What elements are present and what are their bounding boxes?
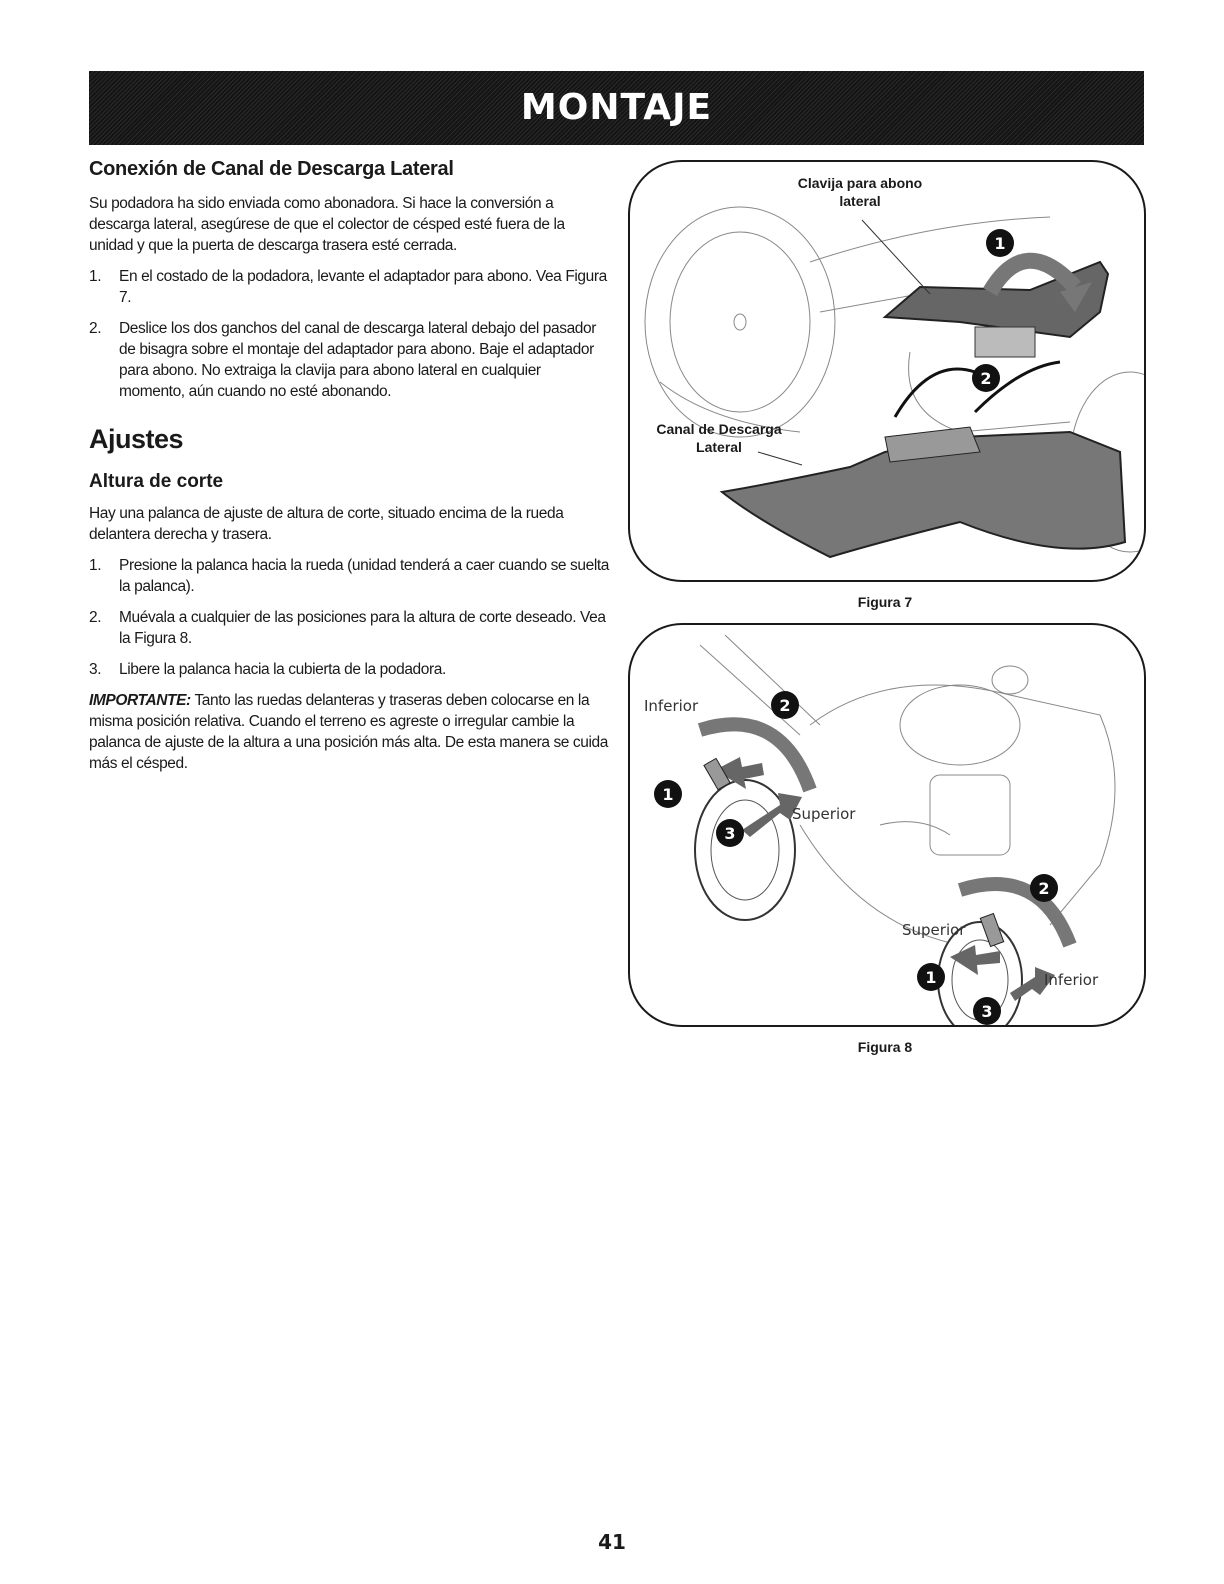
callout-2 bbox=[972, 364, 1000, 392]
callout-1 bbox=[986, 229, 1014, 257]
side-discharge-steps bbox=[89, 266, 609, 402]
callout-rear-2 bbox=[1030, 874, 1058, 902]
heading-side-discharge: Conexión de Canal de Descarga Lateral bbox=[89, 158, 454, 180]
svg-text:2: 2 bbox=[980, 369, 992, 388]
pointer-line-clavija bbox=[862, 220, 930, 294]
callout-rear-1 bbox=[917, 963, 945, 991]
banner-title: MONTAJE bbox=[520, 87, 713, 128]
svg-text:3: 3 bbox=[724, 824, 736, 843]
hook-arrow-1 bbox=[895, 369, 975, 417]
callout-front-3 bbox=[716, 819, 744, 847]
svg-text:2: 2 bbox=[1038, 879, 1050, 898]
important-label: IMPORTANTE: bbox=[89, 692, 191, 709]
figure-8-illustration bbox=[630, 625, 1144, 1025]
list-item: 2. Muévala a cualquier de las posiciones para la altura de corte deseado. Vea la Figura 8. bbox=[89, 609, 606, 647]
figure-7-illustration bbox=[630, 162, 1144, 580]
altura-steps bbox=[89, 555, 609, 680]
figure-8-caption: Figura 8 bbox=[857, 1039, 913, 1055]
callout-front-2 bbox=[771, 691, 799, 719]
list-item: 1. En el costado de la podadora, levante el adaptador para abono. Vea Figura 7. bbox=[89, 268, 607, 306]
label-canal: Canal de Descarga Lateral bbox=[656, 421, 782, 455]
label-clavija: Clavija para abono lateral bbox=[797, 175, 923, 209]
altura-intro: Hay una palanca de ajuste de altura de corte, situado encima de la rueda delantera derecha y trasera. bbox=[89, 505, 564, 543]
svg-text:1: 1 bbox=[994, 234, 1006, 253]
svg-text:2: 2 bbox=[779, 696, 791, 715]
figure-7 bbox=[628, 160, 1146, 582]
svg-text:1: 1 bbox=[925, 968, 937, 987]
heading-ajustes: Ajustes bbox=[89, 424, 184, 454]
label-front-superior: Superior bbox=[792, 805, 856, 823]
list-item: 2. Deslice los dos ganchos del canal de descarga lateral debajo del pasador de bisagra sobre el montaje del adaptador para abono. Baje el adaptador para abono. No extraiga la clavija para abono lateral en cualquier momento, aún cuando no esté abonando. bbox=[89, 320, 597, 400]
important-text: Tanto las ruedas delanteras y traseras deben colocarse en la misma posición relativa. Cuando el terreno es agreste o irregular cambie la palanca de ajuste de la altura a una posición más alta. De esta manera se cuida más el césped. bbox=[89, 692, 608, 772]
left-column bbox=[89, 158, 609, 774]
hinge-bracket bbox=[975, 327, 1035, 357]
section-banner bbox=[89, 71, 1144, 145]
label-front-inferior: Inferior bbox=[644, 697, 699, 715]
figure-8 bbox=[628, 623, 1146, 1027]
callout-rear-3 bbox=[973, 997, 1001, 1025]
side-discharge-intro: Su podadora ha sido enviada como abonadora. Si hace la conversión a descarga lateral, asegúrese de que el colector de césped esté fuera de la unidad y que la puerta de descarga trasera esté cerrada. bbox=[89, 195, 565, 254]
subheading-altura: Altura de corte bbox=[89, 471, 224, 492]
list-item: 1. Presione la palanca hacia la rueda (unidad tenderá a caer cuando se suelta la palanca). bbox=[89, 557, 610, 595]
label-rear-inferior: Inferior bbox=[1044, 971, 1099, 989]
svg-text:3: 3 bbox=[981, 1002, 993, 1021]
callout-front-1 bbox=[654, 780, 682, 808]
important-note bbox=[89, 690, 609, 774]
list-item: 3. Libere la palanca hacia la cubierta de la podadora. bbox=[89, 661, 446, 678]
label-rear-superior: Superior bbox=[902, 921, 966, 939]
figure-7-caption: Figura 7 bbox=[857, 594, 913, 610]
svg-text:1: 1 bbox=[662, 785, 674, 804]
page-number: 41 bbox=[598, 1530, 626, 1554]
